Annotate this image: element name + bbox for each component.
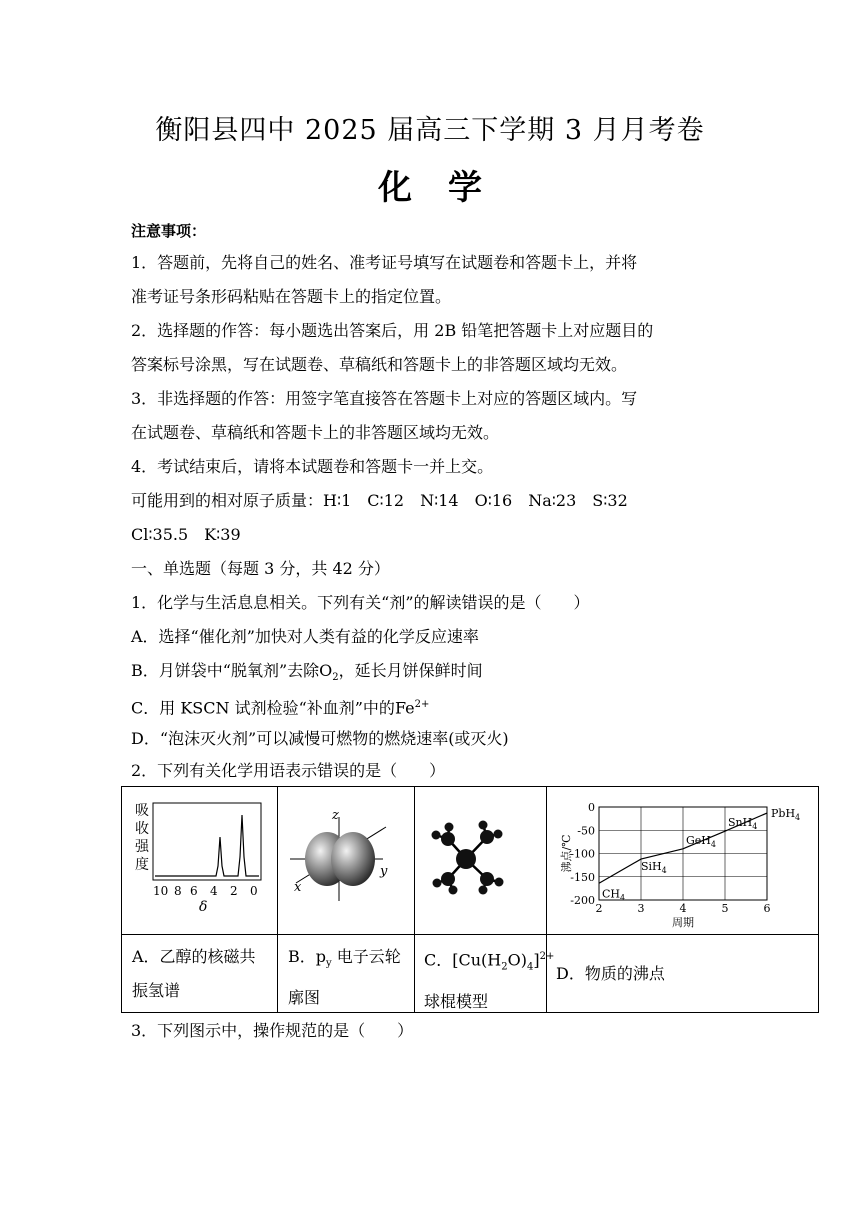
py-orbital-figure (278, 787, 414, 934)
x-axis-label: x (294, 880, 302, 895)
nmr-tick-label: 4 (210, 884, 218, 898)
question-1-stem: 1．化学与生活息息相关。下列有关“剂”的解读错误的是（ ） (131, 593, 590, 612)
note-line: 3．非选择题的作答：用签字笔直接答在答题卡上对应的答题区域内。写 (131, 389, 638, 408)
notes-heading: 注意事项： (131, 222, 207, 240)
point-label-geh4: GeH$_4$ (686, 833, 716, 849)
nmr-ylabel-char: 强 (135, 839, 149, 855)
hydrogen-atom (495, 878, 504, 887)
nmr-tick-label: 0 (250, 884, 258, 898)
q2-option-a-line2: 振氢谱 (132, 981, 181, 1000)
q1-option-b-text: B．月饼袋中“脱氧剂”去除 (131, 661, 320, 680)
point-label-sih4: SiH$_4$ (641, 860, 667, 876)
copper-atom (456, 849, 476, 869)
atomic-masses-cont: Cl∶35.5 K∶39 (131, 525, 241, 544)
chart-point-labels (602, 807, 800, 902)
note-line: 准考证号条形码粘贴在答题卡上的指定位置。 (131, 287, 452, 306)
q1-option-b (131, 660, 483, 689)
y-axis-label: y (380, 864, 388, 879)
note-line: 2．选择题的作答：每小题选出答案后，用 2B 铅笔把答题卡上对应题目的 (131, 321, 654, 340)
chart-y-axis-label: 沸点/℃ (560, 834, 573, 873)
q2-option-b-text: B．p (288, 947, 327, 966)
q2-option-a (132, 940, 256, 1008)
q2-option-b-subscript: y (326, 958, 332, 970)
chart-x-axis-label: 周期 (672, 916, 694, 929)
x-tick-label: 4 (679, 902, 687, 915)
nmr-ylabel-char: 收 (135, 821, 149, 837)
nmr-tick-label: 2 (230, 884, 238, 898)
hydrogen-atom (433, 879, 442, 888)
nmr-tick-label: 8 (174, 884, 182, 898)
orbital-lobe-right (331, 832, 375, 886)
y-tick-label: -100 (570, 847, 595, 861)
nmr-signal-line (155, 815, 259, 876)
q1-option-b-text-end: ，延长月饼保鲜时间 (338, 661, 483, 680)
note-line: 在试题卷、草稿纸和答题卡上的非答题区域均无效。 (131, 423, 500, 442)
q2-option-c-text-mid: O) (507, 950, 527, 970)
point-label-snh4: SnH$_4$ (728, 816, 758, 832)
q1-option-c (131, 694, 429, 719)
q2-option-b-line2: 廓图 (288, 988, 321, 1008)
q1-option-b-formula: O (319, 661, 333, 680)
hydrogen-atom (432, 831, 441, 840)
z-axis-label: z (332, 808, 339, 823)
q2-option-c-subscript-2: 4 (526, 961, 534, 973)
hydrogen-atom (479, 821, 488, 830)
point-label-ch4: $CH_4$ (602, 887, 626, 903)
q2-option-c-line1 (424, 940, 554, 985)
q1-option-c-text: C．用 KSCN 试剂检验“补血剂”中的 (131, 698, 395, 718)
exam-title: 衡阳县四中 2025 届高三下学期 3 月月考卷 (155, 115, 705, 146)
q1-option-a: A．选择“催化剂”加快对人类有益的化学反应速率 (131, 627, 479, 646)
q2-option-c-text: C．[Cu(H (424, 950, 502, 970)
q2-option-c-subscript: 2 (501, 961, 508, 973)
hydrogen-atom (445, 823, 454, 832)
boiling-point-chart (547, 787, 819, 934)
x-tick-label: 3 (637, 902, 645, 915)
nmr-spectrum-figure (122, 787, 277, 934)
nmr-ylabel-char: 度 (135, 857, 149, 873)
nmr-ylabel-char: 吸 (135, 803, 149, 819)
note-line: 1．答题前，先将自己的姓名、准考证号填写在试题卷和答题卡上，并将 (131, 253, 638, 272)
subject-title: 化学 (378, 168, 518, 208)
oxygen-atom (480, 830, 494, 844)
q1-option-c-formula: Fe (394, 698, 415, 718)
q2-option-c-superscript: 2+ (539, 951, 555, 962)
y-tick-label: -200 (570, 894, 595, 907)
atomic-masses: 可能用到的相对原子质量：H∶1 C∶12 N∶14 O∶16 Na∶23 S∶32 (131, 491, 628, 510)
q2-figure-table (121, 786, 819, 1013)
hydrogen-atom (479, 886, 488, 895)
y-tick-label: -50 (577, 824, 595, 838)
question-2-stem: 2．下列有关化学用语表示错误的是（ ） (131, 761, 446, 780)
nmr-tick-label: 10 (153, 884, 169, 898)
nmr-xlabel: δ (199, 899, 208, 915)
q1-option-d: D．“泡沫灭火剂”可以减慢可燃物的燃烧速率(或灭火) (131, 729, 509, 748)
y-tick-label: 0 (588, 801, 595, 814)
ball-stick-model-figure (415, 787, 546, 934)
x-tick-label: 5 (721, 902, 729, 915)
oxygen-atom (441, 832, 455, 846)
q2-option-a-line1: A．乙醇的核磁共 (132, 947, 256, 966)
oxygen-atom (480, 872, 494, 886)
q2-option-c-line2: 球棍模型 (424, 991, 489, 1011)
hydrogen-atom (449, 886, 458, 895)
q2-option-d: D．物质的沸点 (556, 964, 665, 983)
q2-option-c-text-end: ] (533, 950, 540, 970)
note-line: 4．考试结束后，请将本试题卷和答题卡一并上交。 (131, 457, 494, 476)
q2-option-b (288, 940, 401, 1015)
table-divider (122, 934, 818, 935)
q2-option-b-text-end: 电子云轮 (331, 947, 401, 966)
hydrogen-atom (494, 830, 503, 839)
q1-option-c-superscript: 2+ (414, 699, 430, 710)
x-tick-label: 6 (763, 902, 771, 915)
q2-option-b-line1 (288, 940, 401, 981)
question-3-stem: 3．下列图示中，操作规范的是（ ） (131, 1021, 414, 1040)
y-tick-label: -150 (570, 870, 595, 884)
section-heading: 一、单选题（每题 3 分，共 42 分） (131, 559, 390, 578)
note-line: 答案标号涂黑，写在试题卷、草稿纸和答题卡上的非答题区域均无效。 (131, 355, 628, 374)
q1-option-b-subscript: 2 (332, 672, 339, 684)
oxygen-atom (441, 872, 455, 886)
nmr-tick-label: 6 (190, 884, 198, 898)
point-label-pbh4: PbH$_4$ (771, 807, 801, 823)
x-tick-label: 2 (595, 902, 603, 915)
q2-option-c (424, 940, 554, 1019)
